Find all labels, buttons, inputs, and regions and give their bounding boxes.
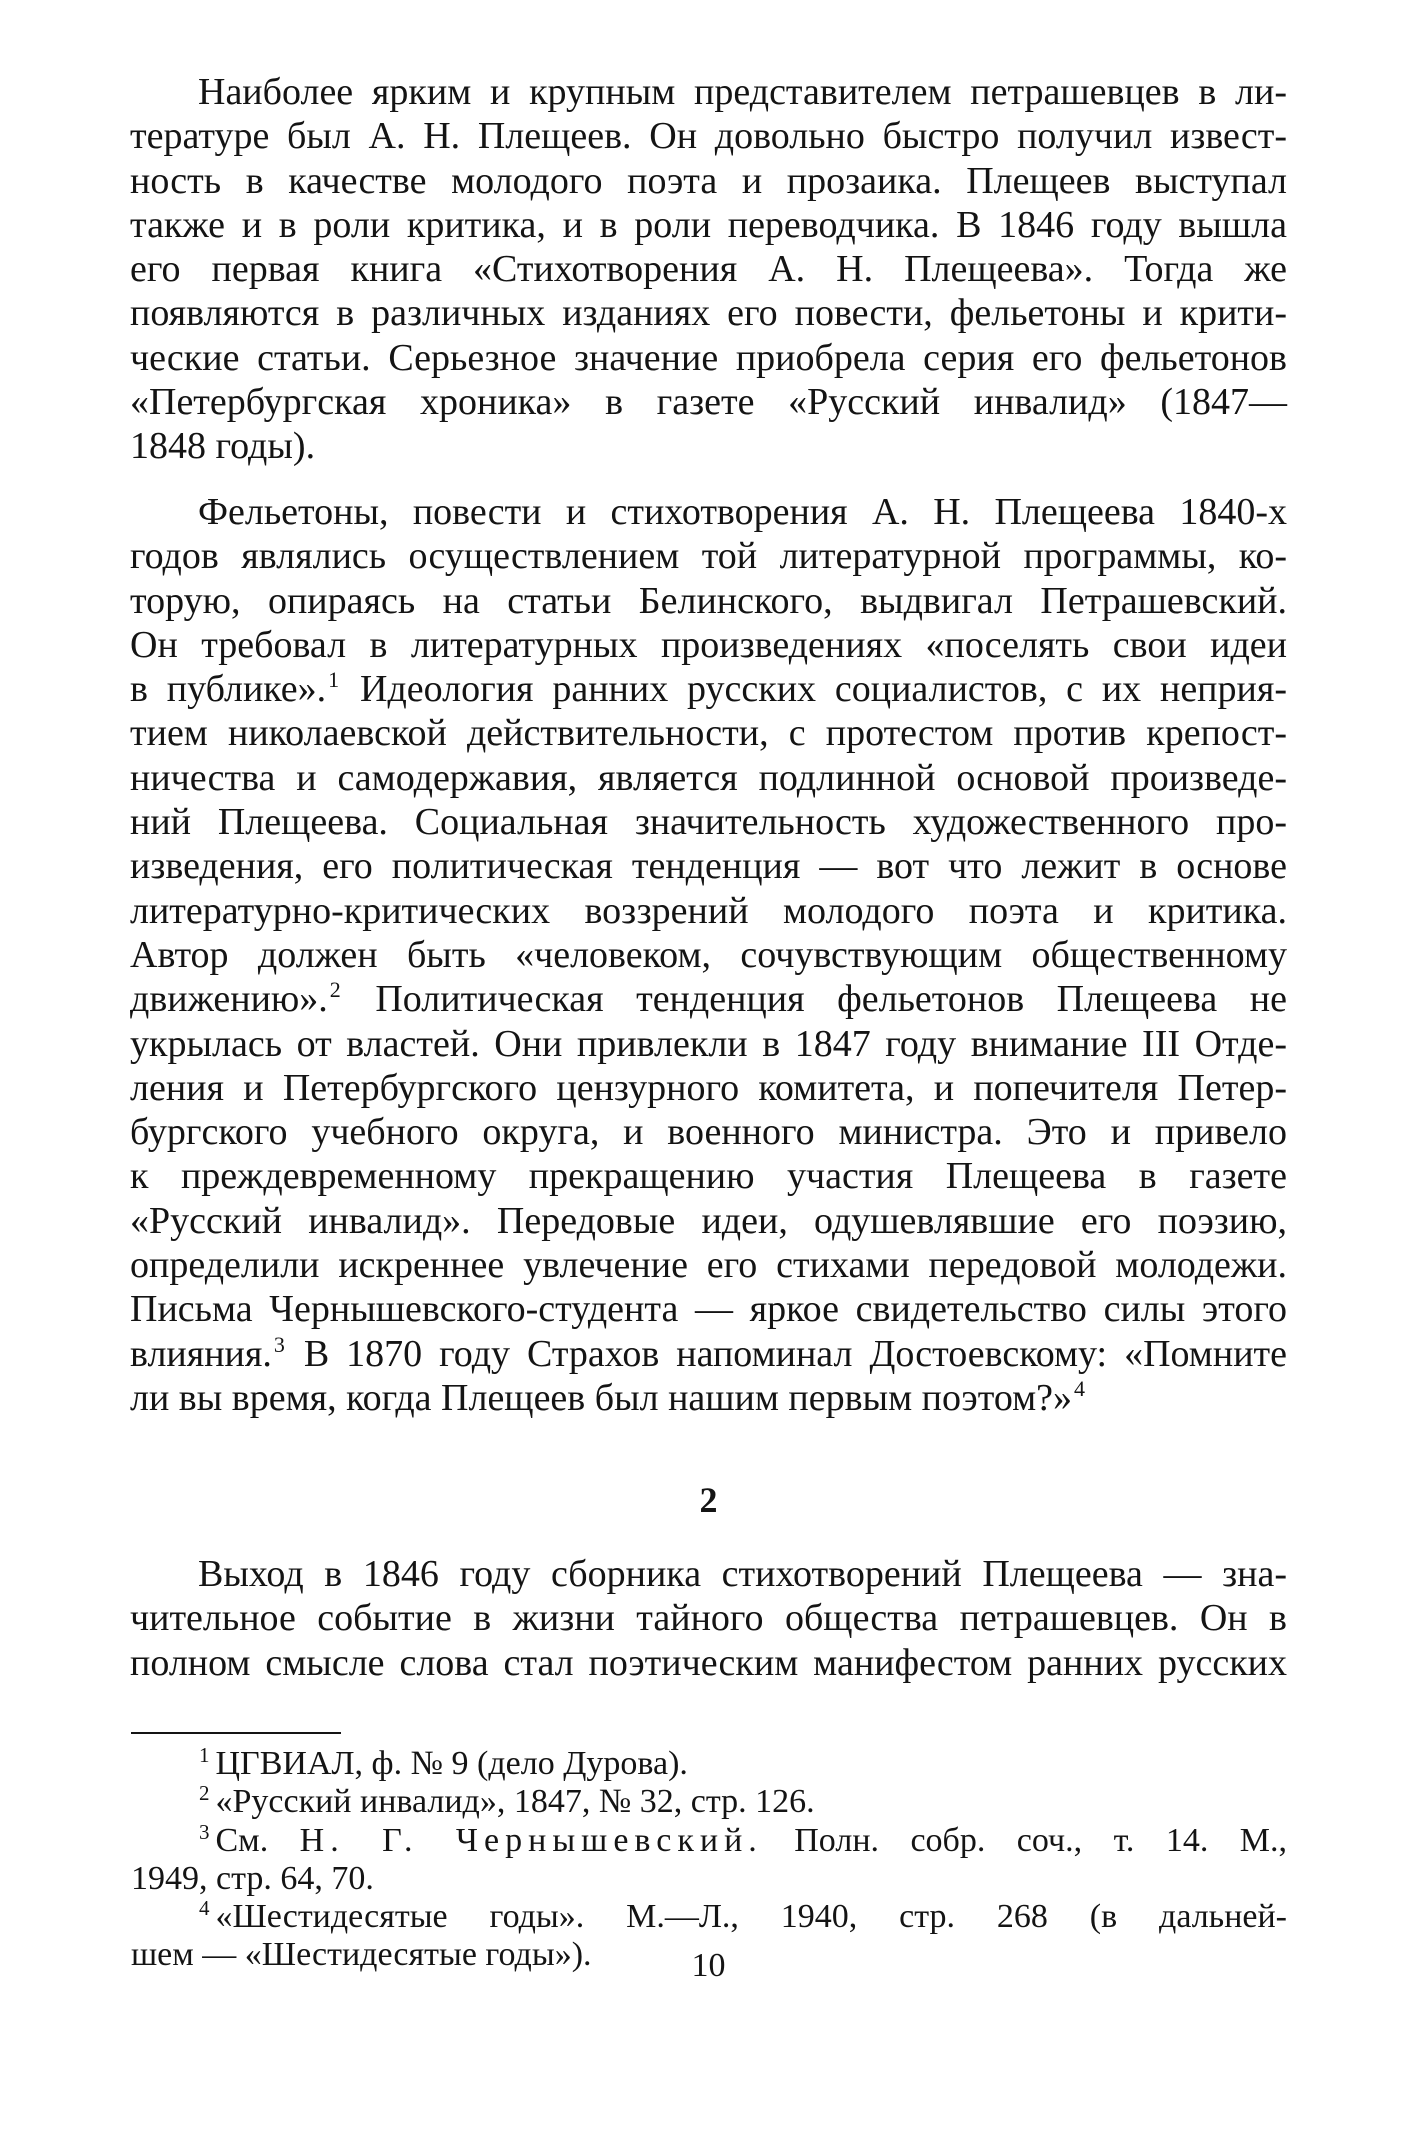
text-line: к преждевременному прекращению участия Плещеева в газете <box>130 1155 1287 1198</box>
footnote-1 <box>131 1745 1287 1783</box>
footnote-text: ЦГВИАЛ, ф. № 9 (дело Дурова). <box>215 1745 688 1782</box>
footnote-number: 4 <box>199 1896 210 1921</box>
paragraph-3 <box>130 1552 1287 1685</box>
footnote-text: «Шестидесятые годы». М.—Л., 1940, стр. 268 (в дальней- <box>215 1898 1287 1936</box>
page-number: 10 <box>691 1947 726 1984</box>
text-line: также и в роли критика, и в роли переводчика. В 1846 году вышла <box>130 203 1287 246</box>
footnote-text: «Русский инвалид», 1847, № 32, стр. 126. <box>215 1783 815 1821</box>
text-line <box>130 1332 1287 1376</box>
footnote-number: 1 <box>199 1743 210 1767</box>
text-line: полном смысле слова стал поэтическим манифестом ранних русских <box>130 1641 1287 1684</box>
footnote-divider <box>131 1732 341 1734</box>
text-line: изведения, его политическая тенденция — вот что лежит в основе <box>130 845 1287 888</box>
footnote-text: Полн. собр. соч., т. 14. М., <box>794 1821 1287 1859</box>
paragraph-1 <box>130 70 1287 469</box>
text-line: тием николаевской действительности, с протестом против крепост- <box>130 712 1287 755</box>
text-line: Письма Чернышевского-студента — яркое свидетельство силы этого <box>130 1288 1287 1331</box>
text-line: Он требовал в литературных произведениях «поселять свои идеи <box>130 623 1287 666</box>
text-line: тературе был А. Н. Плещеев. Он довольно быстро получил извест- <box>130 115 1287 158</box>
text-line: торую, опираясь на статьи Белинского, выдвигал Петрашевский. <box>130 579 1287 622</box>
text-fragment: в публике». <box>130 668 327 711</box>
footnote-ref-1[interactable]: 1 <box>328 667 340 693</box>
text-line: годов являлись осуществлением той литературной программы, ко- <box>130 535 1287 578</box>
footnote-3 <box>131 1819 1287 1860</box>
text-line: появляются в различных изданиях его повести, фельетоны и крити- <box>130 292 1287 335</box>
text-line <box>130 977 1287 1021</box>
text-fragment: ли вы время, когда Плещеев был нашим первым поэтом?» <box>130 1376 1073 1419</box>
text-line: «Русский инвалид». Передовые идеи, одушевлявшие его поэзию, <box>130 1199 1287 1242</box>
footnote-author: Н. Г. Чернышевский. <box>299 1821 763 1859</box>
footnote-ref-3[interactable]: 3 <box>273 1331 285 1357</box>
text-line: ления и Петербургского цензурного комитета, и попечителя Петер- <box>130 1066 1287 1109</box>
footnote-text: См. <box>215 1821 269 1859</box>
text-fragment: движению». <box>130 978 328 1021</box>
paragraph-2 <box>130 490 1287 1420</box>
text-fragment: В 1870 году Страхов напоминал Достоевскому: «Помните <box>303 1332 1287 1375</box>
footnote-ref-2[interactable]: 2 <box>329 977 341 1003</box>
text-line: укрылась от властей. Они привлекли в 1847 году внимание III Отде- <box>130 1022 1287 1065</box>
text-line: ческие статьи. Серьезное значение приобрела серия его фельетонов <box>130 336 1287 379</box>
footnote-ref-4[interactable]: 4 <box>1074 1375 1086 1401</box>
text-fragment: влияния. <box>130 1332 272 1375</box>
footnote-2 <box>131 1783 1287 1821</box>
section-number: 2 <box>699 1480 718 1520</box>
text-line <box>130 1376 1287 1420</box>
text-line: ность в качестве молодого поэта и прозаика. Плещеев выступал <box>130 159 1287 202</box>
footnotes <box>131 1745 1287 1975</box>
text-line <box>130 667 1287 711</box>
text-line: «Петербургская хроника» в газете «Русский инвалид» (1847— <box>130 381 1287 424</box>
text-line: Выход в 1846 году сборника стихотворений Плещеева — зна- <box>198 1553 1287 1595</box>
footnote-4 <box>131 1898 1287 1936</box>
text-line: Фельетоны, повести и стихотворения А. Н. Плещеева 1840-х <box>198 491 1287 533</box>
text-fragment: Политическая тенденция фельетонов Плещеева не <box>375 978 1287 1021</box>
text-fragment: Идеология ранних русских социалистов, с их неприя- <box>360 668 1287 711</box>
text-line: бургского учебного округа, и военного министра. Это и привело <box>130 1111 1287 1154</box>
footnote-number: 2 <box>199 1781 210 1806</box>
footnote-number: 3 <box>199 1819 210 1844</box>
footnote-3-continued: 1949, стр. 64, 70. <box>131 1859 374 1897</box>
text-line: ний Плещеева. Социальная значительность художественного про- <box>130 801 1287 844</box>
text-line: определили искреннее увлечение его стихами передовой молодежи. <box>130 1244 1287 1287</box>
text-line: Наиболее ярким и крупным представителем петрашевцев в ли- <box>198 71 1287 113</box>
text-line: чительное событие в жизни тайного общества петрашевцев. Он в <box>130 1597 1287 1640</box>
footnote-4-continued: шем — «Шестидесятые годы»). <box>131 1936 592 1974</box>
text-line: его первая книга «Стихотворения А. Н. Плещеева». Тогда же <box>130 248 1287 291</box>
text-line: ничества и самодержавия, является подлинной основой произведе- <box>130 756 1287 799</box>
text-line: 1848 годы). <box>130 425 316 468</box>
text-line: литературно-критических воззрений молодого поэта и критика. <box>130 889 1287 932</box>
text-line: Автор должен быть «человеком, сочувствующим общественному <box>130 933 1287 976</box>
